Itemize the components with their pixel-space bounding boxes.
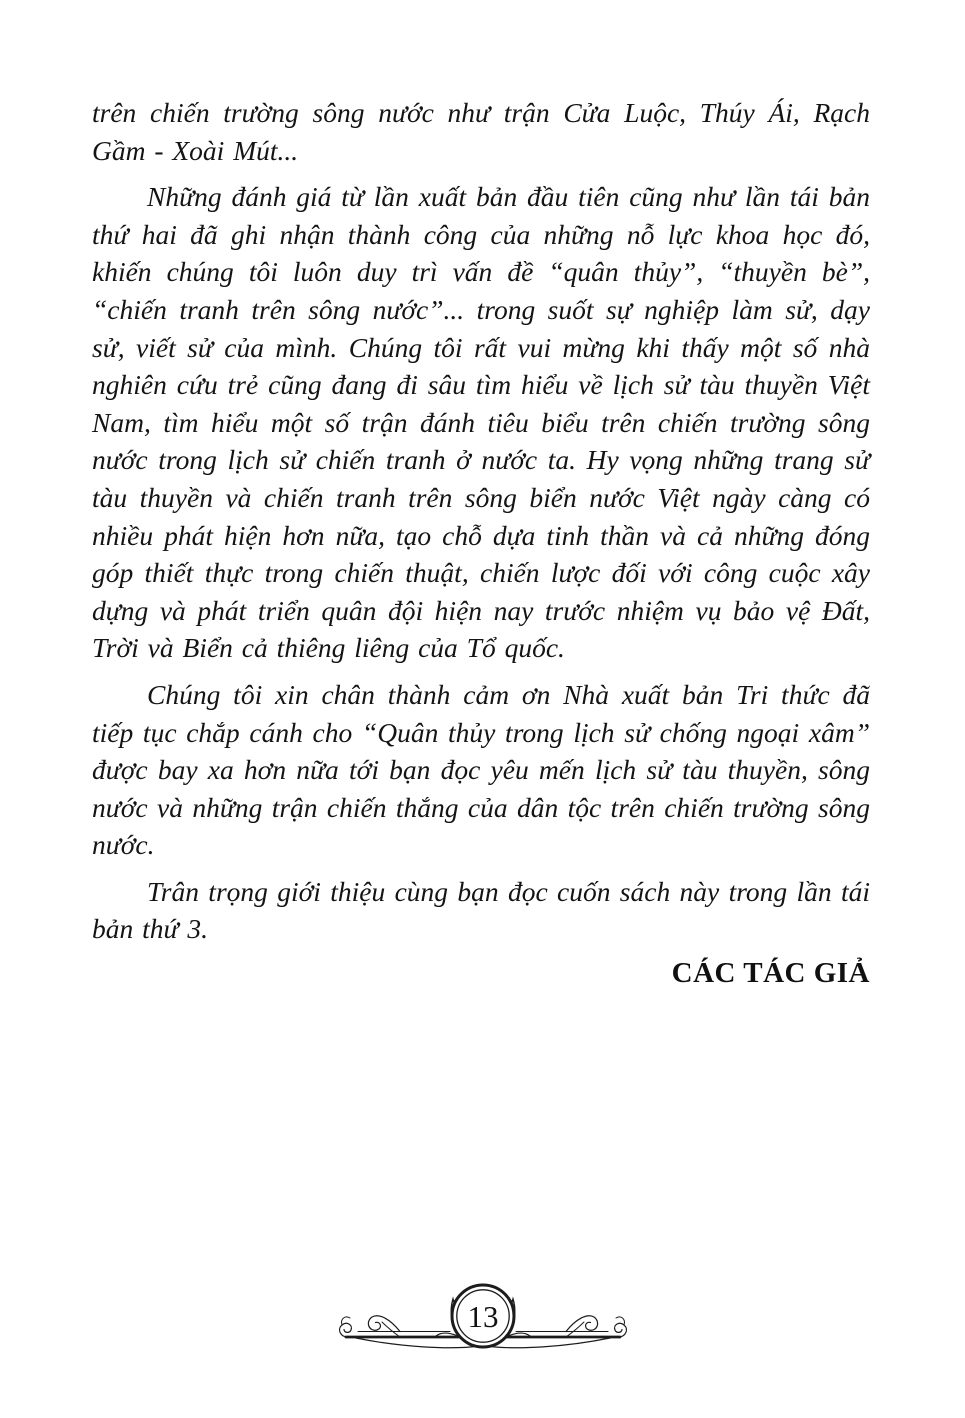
ornament-flourish-icon	[338, 1270, 628, 1365]
author-signature-line	[92, 957, 870, 990]
page-number: 13	[467, 1299, 498, 1334]
paragraph-continuation: trên chiến trường sông nước như trận Cửa Luộc, Thúy Ái, Rạch Gầm - Xoài Mút...	[92, 97, 870, 166]
body-text-block	[92, 94, 870, 990]
paragraph: Những đánh giá từ lần xuất bản đầu tiên cũng như lần tái bản thứ hai đã ghi nhận thành công của những nỗ lực khoa học đó, khiến chúng tôi luôn duy trì vấn đề “quân thủy”, “thuyền bè”, “chiến tranh trên sông nước”... trong suốt sự nghiệp làm sử, dạy sử, viết sử của mình. Chúng tôi rất vui mừng khi thấy một số nhà nghiên cứu trẻ cũng đang đi sâu tìm hiểu về lịch sử tàu thuyền Việt Nam, tìm hiểu một số trận đánh tiêu biểu trên chiến trường sông nước trong lịch sử chiến tranh ở nước ta. Hy vọng những trang sử tàu thuyền và chiến tranh trên sông biển nước Việt ngày càng có nhiều phát hiện hơn nữa, tạo chỗ dựa tinh thần và cả những đóng góp thiết thực trong chiến thuật, chiến lược đối với công cuộc xây dựng và phát triển quân đội hiện nay trước nhiệm vụ bảo vệ Đất, Trời và Biển cả thiêng liêng của Tổ quốc.	[92, 181, 870, 664]
page-footer-ornament	[338, 1270, 628, 1365]
paragraph: Chúng tôi xin chân thành cảm ơn Nhà xuất bản Tri thức đã tiếp tục chắp cánh cho “Quân thủy trong lịch sử chống ngoại xâm” được bay xa hơn nữa tới bạn đọc yêu mến lịch sử tàu thuyền, sông nước và những trận chiến thắng của dân tộc trên chiến trường sông nước.	[92, 678, 870, 861]
paragraph: Trân trọng giới thiệu cùng bạn đọc cuốn sách này trong lần tái bản thứ 3.	[92, 875, 870, 945]
author-signature: CÁC TÁC GIẢ	[671, 957, 870, 990]
